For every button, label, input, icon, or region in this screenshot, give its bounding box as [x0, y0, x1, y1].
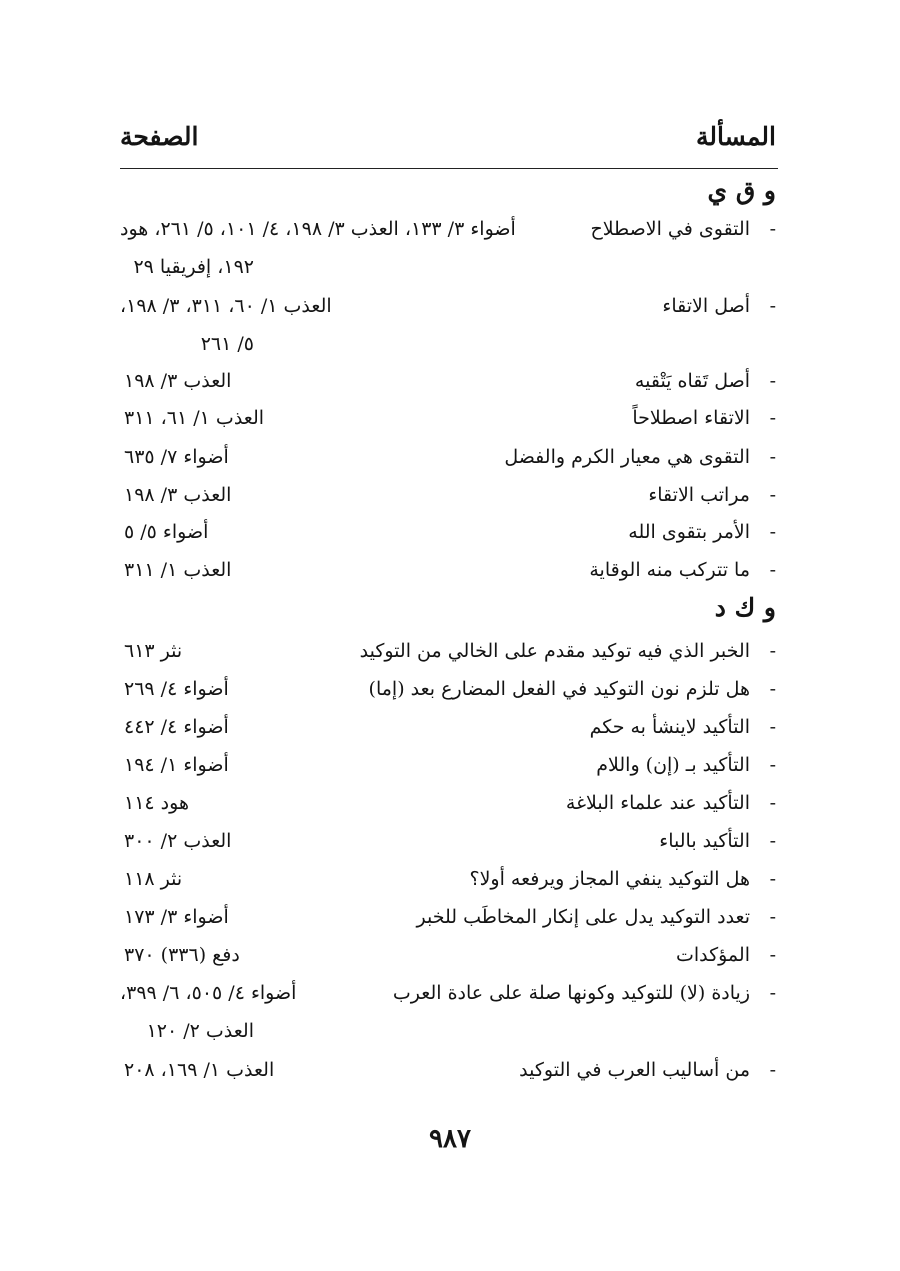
entry-dash: -	[769, 830, 776, 852]
entry-reference: دفع (٣٣٦) ٣٧٠	[124, 944, 240, 966]
index-entry	[0, 748, 900, 782]
index-entry	[0, 401, 900, 435]
entry-topic: أصل الاتقاء	[662, 295, 750, 317]
index-entry	[0, 212, 900, 246]
entry-reference: أضواء ٤/ ٤٤٢	[124, 716, 229, 738]
entry-reference: العذب ٣/ ١٩٨	[124, 484, 232, 506]
index-entry	[0, 478, 900, 512]
entry-dash: -	[769, 218, 776, 240]
entry-reference: أضواء ٣/ ١٧٣	[124, 906, 229, 928]
entry-dash: -	[769, 484, 776, 506]
entry-reference: أضواء ٤/ ٥٠٥، ٦/ ٣٩٩،	[120, 982, 297, 1004]
index-entry	[0, 440, 900, 474]
entry-reference: نثر ١١٨	[124, 868, 183, 890]
entry-reference: العذب ١/ ٣١١	[124, 559, 232, 581]
entry-topic: زيادة (لا) للتوكيد وكونها صلة على عادة العرب	[392, 982, 750, 1004]
entry-dash: -	[769, 678, 776, 700]
entry-dash: -	[769, 407, 776, 429]
entry-reference: أضواء ٧/ ٦٣٥	[124, 446, 229, 468]
entry-topic: التأكيد بـ (إن) واللام	[596, 754, 750, 776]
page-number: ٩٨٧	[429, 1124, 471, 1154]
entry-topic: المؤكدات	[675, 944, 750, 966]
entry-topic: هل التوكيد ينفي المجاز ويرفعه أولا؟	[469, 868, 750, 890]
index-entry	[0, 634, 900, 668]
index-entry	[0, 364, 900, 398]
entry-reference: العذب ١/ ٦٠، ٣١١، ٣/ ١٩٨،	[120, 295, 332, 317]
entry-reference: نثر ٦١٣	[124, 640, 183, 662]
entry-reference: العذب ١/ ٦١، ٣١١	[124, 407, 265, 429]
entry-topic: مراتب الاتقاء	[648, 484, 750, 506]
entry-topic: التقوى في الاصطلاح	[590, 218, 750, 240]
entry-reference: العذب ٢/ ٣٠٠	[124, 830, 232, 852]
entry-dash: -	[769, 906, 776, 928]
entry-dash: -	[769, 944, 776, 966]
entry-reference: أضواء ١/ ١٩٤	[124, 754, 229, 776]
entry-topic: أصل تَقاه يَتْقيه	[634, 370, 750, 392]
entry-topic: هل تلزم نون التوكيد في الفعل المضارع بعد (إما)	[368, 678, 750, 700]
entry-topic: ما تتركب منه الوقاية	[589, 559, 750, 581]
index-entry	[0, 976, 900, 1010]
index-entry	[0, 710, 900, 744]
entry-dash: -	[769, 792, 776, 814]
entry-reference-continued: ٥/ ٢٦١	[200, 333, 254, 355]
entry-reference: العذب ٣/ ١٩٨	[124, 370, 232, 392]
entry-topic: تعدد التوكيد يدل على إنكار المخاطَب للخبر	[416, 906, 750, 928]
index-entry	[0, 786, 900, 820]
entry-reference: أضواء ٤/ ٢٦٩	[124, 678, 229, 700]
column-header-issue: المسألة	[696, 122, 776, 151]
entry-topic: التقوى هي معيار الكرم والفضل	[504, 446, 750, 468]
entry-reference: أضواء ٣/ ١٣٣، العذب ٣/ ١٩٨، ٤/ ١٠١، ٥/ ٢٦١، هود	[120, 218, 516, 240]
entry-reference-continued: ١٩٢، إفريقيا ٢٩	[133, 256, 254, 278]
entry-reference: العذب ١/ ١٦٩، ٢٠٨	[124, 1059, 275, 1081]
index-entry	[0, 553, 900, 587]
index-entry	[0, 824, 900, 858]
index-entry	[0, 900, 900, 934]
entry-dash: -	[769, 446, 776, 468]
header-divider	[120, 168, 778, 169]
entry-topic: من أساليب العرب في التوكيد	[519, 1059, 750, 1081]
entry-dash: -	[769, 370, 776, 392]
entry-dash: -	[769, 559, 776, 581]
entry-reference: أضواء ٥/ ٥	[124, 521, 209, 543]
entry-dash: -	[769, 716, 776, 738]
entry-dash: -	[769, 982, 776, 1004]
entry-dash: -	[769, 1059, 776, 1081]
index-entry	[0, 1053, 900, 1087]
entry-dash: -	[769, 640, 776, 662]
entry-topic: الأمر بتقوى الله	[628, 521, 750, 543]
column-header-page: الصفحة	[120, 122, 199, 151]
entry-topic: الخبر الذي فيه توكيد مقدم على الخالي من التوكيد	[359, 640, 750, 662]
section-heading-wqy: و ق ي	[707, 176, 776, 205]
entry-topic: التأكيد عند علماء البلاغة	[565, 792, 750, 814]
index-entry	[0, 289, 900, 323]
entry-dash: -	[769, 754, 776, 776]
entry-dash: -	[769, 868, 776, 890]
index-entry	[0, 862, 900, 896]
entry-dash: -	[769, 521, 776, 543]
entry-topic: التأكيد بالباء	[659, 830, 750, 852]
entry-reference: هود ١١٤	[124, 792, 189, 814]
entry-dash: -	[769, 295, 776, 317]
entry-reference-continued: العذب ٢/ ١٢٠	[146, 1020, 254, 1042]
entry-topic: التأكيد لاينشأ به حكم	[589, 716, 750, 738]
section-heading-wkd: و ك د	[714, 593, 776, 622]
index-entry	[0, 672, 900, 706]
index-entry	[0, 938, 900, 972]
entry-topic: الاتقاء اصطلاحاً	[632, 407, 750, 429]
index-entry	[0, 515, 900, 549]
